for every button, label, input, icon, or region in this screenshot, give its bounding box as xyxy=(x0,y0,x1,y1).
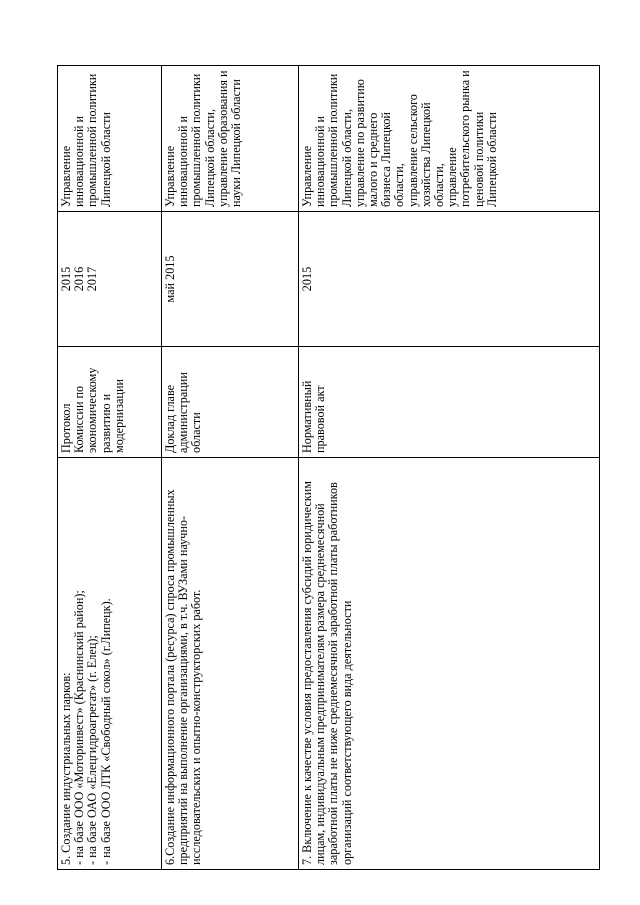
responsible-cell: Управление инновационной и промышленной политики Липецкой области, управление образования и науки Липецкой области xyxy=(163,70,244,207)
measure-cell: 6.Создание информационного портала (ресурса) спроса промышленных предприятий на выполнение организациями, в т.ч. ВУЗами научно-исследовательских и опытно-конструкторских работ. xyxy=(162,457,298,869)
table-row xyxy=(299,65,600,870)
table-row xyxy=(58,65,162,870)
measures-table xyxy=(57,65,597,870)
table-row xyxy=(162,65,299,870)
deadline-cell: 2015 2016 2017 xyxy=(58,211,161,346)
document-type-cell: Доклад главе администрации области xyxy=(162,346,298,457)
responsible-cell: Управление инновационной и промышленной политики Липецкой области, управление по развитию малого и среднего бизнеса Липецкой области, управление сельского хозяйства Липецкой области, управление потребительского рынка и ценовой политики Липецкой области xyxy=(300,70,499,207)
responsible-cell: Управление инновационной и промышленной политики Липецкой области xyxy=(59,73,113,207)
measure-cell: 7. Включение к качестве условия предоставления субсидий юридическим лицам, индивидуальным предпринимателям размера среднемесячной заработной платы не ниже среднемесячной заработной платы работников организаций соответствующего вида деятельности xyxy=(299,457,599,869)
deadline-cell: май 2015 xyxy=(162,211,298,346)
document-type-cell: Протокол Комиссии по экономическому развитию и модернизации xyxy=(58,346,161,457)
deadline-cell: 2015 xyxy=(299,211,599,346)
measure-cell: 5. Создание индустриальных парков: - на базе ООО «Моторинвест» (Краснинский район); - на базе ОАО «Елецгидроагрегат» (г. Елец); - на базе ООО ЛТК «Свободный сокол» (г.Липецк). xyxy=(58,457,161,869)
document-type-cell: Нормативный правовой акт xyxy=(299,346,599,457)
